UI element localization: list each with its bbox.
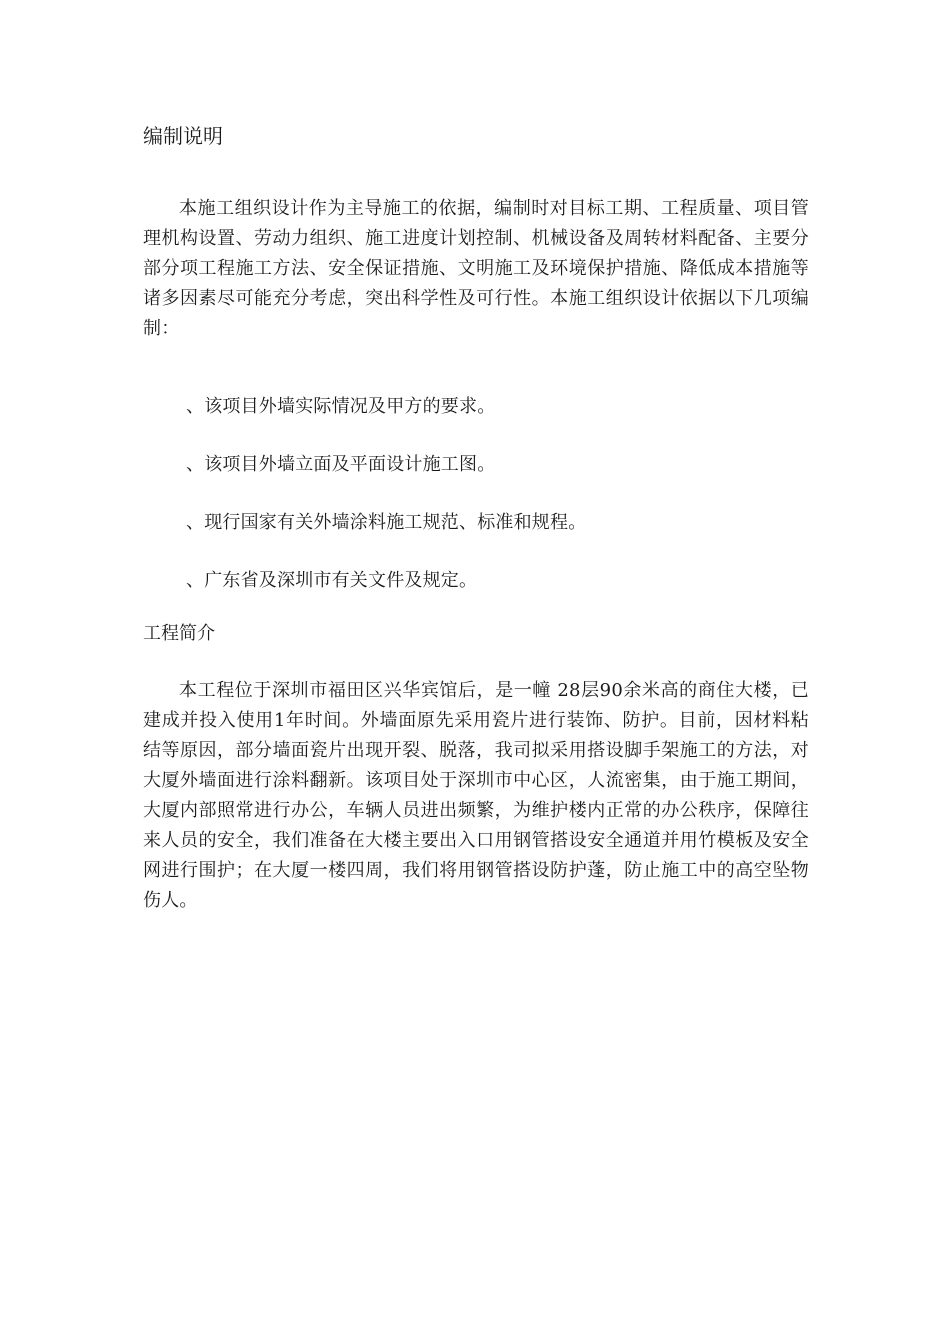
compilation-notes-paragraph: 本施工组织设计作为主导施工的依据，编制时对目标工期、工程质量、项目管理机构设置、劳动力组织、施工进度计划控制、机械设备及周转材料配备、主要分部分项工程施工方法、安全保证措施、文明施工及环境保护措施、降低成本措施等诸多因素尽可能充分考虑，突出科学性及可行性。本施工组织设计依据以下几项编制： bbox=[143, 198, 809, 339]
document-page bbox=[143, 0, 809, 1344]
basis-list-item: 、广东省及深圳市有关文件及规定。 bbox=[186, 570, 478, 591]
basis-list-item: 、现行国家有关外墙涂料施工规范、标准和规程。 bbox=[186, 512, 587, 533]
basis-list-item: 、该项目外墙立面及平面设计施工图。 bbox=[186, 454, 496, 475]
section-title-compilation-notes: 编制说明 bbox=[143, 124, 223, 148]
basis-list-item: 、该项目外墙实际情况及甲方的要求。 bbox=[186, 396, 496, 417]
section-title-project-overview: 工程简介 bbox=[143, 623, 215, 644]
project-overview-paragraph: 本工程位于深圳市福田区兴华宾馆后，是一幢 28层90余米高的商住大楼，已建成并投入使用1年时间。外墙面原先采用瓷片进行装饰、防护。目前，因材料粘结等原因，部分墙面瓷片出现开裂、脱落，我司拟采用搭设脚手架施工的方法，对大厦外墙面进行涂料翻新。该项目处于深圳市中心区，人流密集，由于施工期间，大厦内部照常进行办公，车辆人员进出频繁，为维护楼内正常的办公秩序，保障往来人员的安全，我们准备在大楼主要出入口用钢管搭设安全通道并用竹模板及安全网进行围护；在大厦一楼四周，我们将用钢管搭设防护蓬，防止施工中的高空坠物伤人。 bbox=[143, 680, 809, 911]
